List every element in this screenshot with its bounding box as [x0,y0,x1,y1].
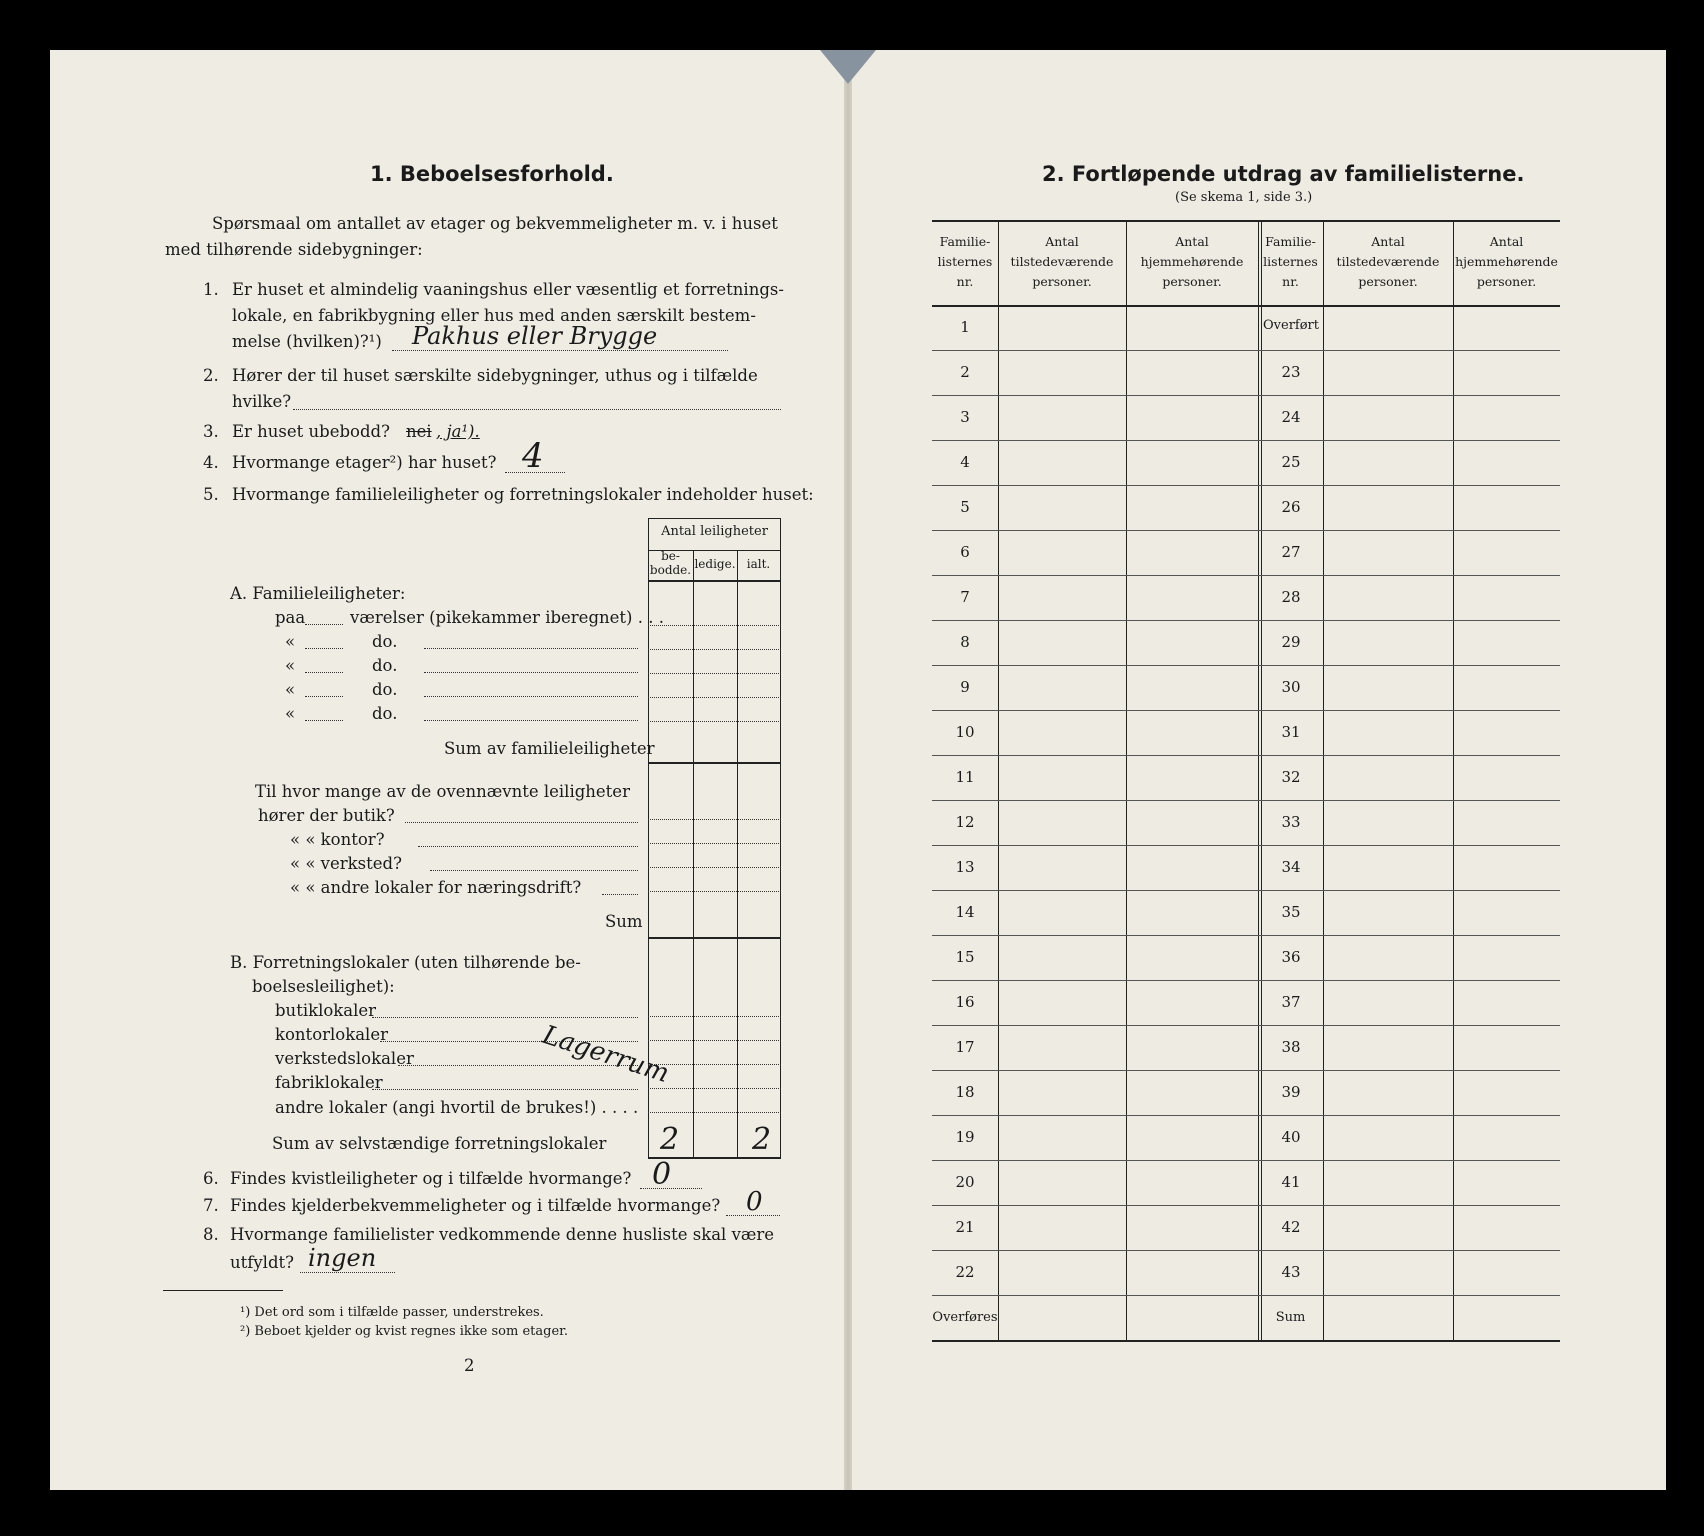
q2-number: 2. [203,366,219,385]
b-andre-leader [602,894,638,895]
q5-table-col-divider-2 [737,550,738,1158]
footer-overfores: Overføres [932,1310,998,1325]
table-col-divider [1126,220,1127,1340]
sum-line [648,937,781,939]
q8-number: 8. [203,1225,219,1244]
q5-table-header-bottom [648,580,781,582]
a-row2-ditto: « [285,632,296,651]
table-row-line [932,980,1560,981]
right-row-number: 33 [1281,813,1301,831]
col-ialt: ialt. [746,557,771,571]
table-bottom-border [932,1340,1560,1342]
left-row-number: 18 [955,1083,975,1101]
table-row-line [932,800,1560,801]
page-number: 2 [464,1356,475,1375]
table-row-line [932,395,1560,396]
table-header-col4-line: nr. [1282,274,1299,289]
b-verksted-leader [430,870,638,871]
left-row-number: 20 [955,1173,975,1191]
table-row-line [932,665,1560,666]
a-row1-blank [305,624,343,625]
table-row-line [932,1205,1560,1206]
fb-andre-lokaler: andre lokaler (angi hvortil de brukes!) . . . . [275,1098,639,1117]
table-row-line [932,485,1560,486]
right-row-number: 41 [1281,1173,1301,1191]
q7-number: 7. [203,1196,219,1215]
q1-line-2: lokale, en fabrikbygning eller hus med anden særskilt bestem- [232,306,756,325]
table-header-col3-line: personer. [1162,274,1222,289]
a-row5-leader [424,720,638,721]
q4-answer: 4 [522,436,544,476]
table-header-col6-line: Antal [1489,234,1524,249]
left-row-number: 11 [955,768,975,786]
a-sum-label: Sum av familieleiligheter [444,739,655,758]
left-row-number: 2 [960,363,970,381]
fb-sum-label: Sum av selvstændige forretningslokaler [272,1134,607,1153]
a-row2-do: do. [372,632,398,651]
col-bebodde-2: bodde. [649,563,692,577]
table-row-line [932,1250,1560,1251]
left-row-number: 21 [955,1218,975,1236]
table-col-divider [1258,220,1259,1340]
table-header-col4-line: Familie- [1265,234,1316,249]
table-header-col3-line: Antal [1175,234,1209,249]
left-row-number: 12 [955,813,975,831]
right-row-number: 36 [1281,948,1301,966]
table-row-line [932,755,1560,756]
b-question-verksted: « « verksted? [290,854,402,873]
fb-verkstedslokaler: verkstedslokaler [275,1049,414,1068]
q8-line-1: Hvormange familielister vedkommende denne husliste skal være [230,1225,775,1244]
a-row2-leader [424,648,638,649]
q1-number: 1. [203,280,219,299]
left-row-number: 15 [955,948,975,966]
right-row-number: 35 [1281,903,1301,921]
b-question-kontor: « « kontor? [290,830,385,849]
table-header-col1-line: nr. [956,274,974,289]
left-row-number: 6 [960,543,970,561]
table-row-line [932,530,1560,531]
right-row-number: 39 [1281,1083,1301,1101]
q5-row-line [648,1040,781,1041]
a-row3-leader [424,672,638,673]
q5-row-line [648,1088,781,1089]
q2-answer-line [293,409,781,410]
q6-number: 6. [203,1169,219,1188]
table-header-col2-line: personer. [1032,274,1092,289]
right-row-number: 24 [1281,408,1301,426]
q1-line-3: melse (hvilken)?¹) [232,332,382,351]
table-row-line [932,890,1560,891]
sum-familie-line [648,762,781,764]
table-row-line [932,710,1560,711]
footnote-2: ²) Beboet kjelder og kvist regnes ikke som etager. [240,1324,569,1339]
fb-fabrik-leader [372,1089,638,1090]
table-header-col6-line: hjemmehørende [1455,254,1558,269]
fb-handwritten-lagerrum: Lagerrum [538,1020,673,1090]
footer-sum: Sum [1275,1310,1306,1325]
intro-line-1: Spørsmaal om antallet av etager og bekvemmeligheter m. v. i huset [212,214,778,233]
left-row-number: 4 [960,453,970,471]
right-row-number: 43 [1281,1263,1301,1281]
intro-line-2: med tilhørende sidebygninger: [165,240,423,259]
book-spine [844,50,852,1490]
a-row5-do: do. [372,704,398,723]
section-title-familielister: 2. Fortløpende utdrag av familielisterne. [1042,162,1525,186]
fb-butik-leader [372,1017,638,1018]
footnote-1: ¹) Det ord som i tilfælde passer, understrekes. [240,1305,544,1320]
table-row-line [932,350,1560,351]
section-subtitle: (Se skema 1, side 3.) [1175,190,1313,205]
table-header-col5-line: personer. [1358,274,1418,289]
right-row-number: 42 [1281,1218,1301,1236]
right-row-number: 23 [1281,363,1301,381]
q7-text: Findes kjelderbekvemmeligheter og i tilfælde hvormange? [230,1196,721,1215]
table-col-divider [998,220,999,1340]
table-header-col5-line: tilstedeværende [1336,254,1440,269]
a-row2-blank [305,648,343,649]
right-row-number: 27 [1281,543,1301,561]
q5-number: 5. [203,485,219,504]
table-row-line [932,845,1560,846]
table-row-line [932,1025,1560,1026]
left-row-number: 3 [960,408,970,426]
q4-number: 4. [203,453,219,472]
a-row4-leader [424,696,638,697]
q5-table-title: Antal leiligheter [661,524,768,539]
binding-clip [820,50,876,84]
a-row3-blank [305,672,343,673]
table-col-divider [1453,220,1454,1340]
table-header-col2-line: tilstedeværende [1010,254,1114,269]
q5-row-line [648,1112,781,1113]
q5-row-line [648,819,781,820]
fb-sum-bebodde: 2 [660,1122,680,1157]
right-row-number: 37 [1281,993,1301,1011]
left-row-number: 13 [955,858,975,876]
q5-row-line [648,721,781,722]
a-row3-ditto: « [285,656,296,675]
right-row-number: 30 [1281,678,1301,696]
q1-line-1: Er huset et almindelig vaaningshus eller væsentlig et forretnings- [232,280,784,299]
q3-option-ja: , ja¹). [436,422,480,441]
table-row-line [932,1295,1560,1296]
a-row4-ditto: « [285,680,296,699]
fb-butiklokaler: butiklokaler [275,1001,377,1020]
q8-answer-line [300,1272,395,1273]
table-header-col2-line: Antal [1045,234,1079,249]
table-row-line [932,575,1560,576]
left-row-number: 7 [960,588,970,606]
right-row-number: 28 [1281,588,1301,606]
left-row-number: 9 [960,678,970,696]
q5-row-line [648,867,781,868]
table-row-line [932,440,1560,441]
a-row5-blank [305,720,343,721]
left-row-number: 19 [955,1128,975,1146]
q1-answer-line [392,350,728,351]
table-header-col5-line: Antal [1371,234,1405,249]
right-row-number: 38 [1281,1038,1301,1056]
right-row-number: 32 [1281,768,1301,786]
a-title: A. Familieleiligheter: [230,584,406,603]
a-row1-text: værelser (pikekammer iberegnet) . . . [350,608,664,627]
table-top-border [932,220,1560,222]
table-header-col3-line: hjemmehørende [1140,254,1244,269]
a-row4-do: do. [372,680,398,699]
q5-row-line [648,1016,781,1017]
q5-table-right-border [780,518,781,1158]
left-row-number: 10 [955,723,975,741]
q5-row-line [648,649,781,650]
q6-text: Findes kvistleiligheter og i tilfælde hvormange? [230,1169,632,1188]
left-row-number: 14 [955,903,975,921]
q5-row-line [648,697,781,698]
fb-fabriklokaler: fabriklokaler [275,1073,383,1092]
q5-row-line [648,625,781,626]
left-row-number: 16 [955,993,975,1011]
table-row-line [932,935,1560,936]
q3-text: Er huset ubebodd? [232,422,390,441]
q5-table-col-divider-1 [693,550,694,1158]
fb-title-2: boelsesleilighet): [252,977,395,996]
q3-option-nei: nei [406,422,432,441]
b-question-butik: hører der butik? [258,806,395,825]
col-bebodde-1: be- [661,549,680,563]
table-row-line [932,1115,1560,1116]
q8-answer: ingen [308,1244,377,1272]
q6-answer: 0 [652,1157,672,1192]
fb-kontorlokaler: kontorlokaler [275,1025,388,1044]
right-row-number: 31 [1281,723,1301,741]
q7-answer: 0 [746,1187,763,1217]
q8-line-2: utfyldt? [230,1253,295,1272]
q3-number: 3. [203,422,219,441]
b-kontor-leader [418,846,638,847]
footnote-rule [163,1290,283,1291]
left-row-number: 22 [955,1263,975,1281]
table-header-col4-line: listernes [1263,254,1318,269]
left-row-number: 8 [960,633,970,651]
q5-row-line [648,891,781,892]
table-row-line [932,1070,1560,1071]
b-butik-leader [405,822,638,823]
b-question-andre: « « andre lokaler for næringsdrift? [290,878,582,897]
table-header-border [932,305,1560,307]
q1-answer: Pakhus eller Brygge [412,322,658,350]
table-header-col1-line: Familie- [939,234,991,249]
table-header-col1-line: listernes [937,254,993,269]
section-title-beboelsesforhold: 1. Beboelsesforhold. [370,162,614,186]
fb-title-1: B. Forretningslokaler (uten tilhørende be- [230,953,581,972]
right-row-number: 29 [1281,633,1301,651]
left-row-number: 5 [960,498,970,516]
right-row-number: 34 [1281,858,1301,876]
table-row-line [932,1160,1560,1161]
col-ledige: ledige. [694,557,736,571]
fb-sum-ialt: 2 [752,1122,772,1157]
q2-line-2: hvilke? [232,392,292,411]
left-row-number: 1 [960,318,970,336]
left-page [50,50,848,1490]
right-row-number: 25 [1281,453,1301,471]
right-row-number: 26 [1281,498,1301,516]
q5-row-line [648,673,781,674]
a-row4-blank [305,696,343,697]
q4-text: Hvormange etager²) har huset? [232,453,497,472]
table-col-divider [1323,220,1324,1340]
a-row5-ditto: « [285,704,296,723]
a-row1-paa: paa [275,608,306,627]
q5-table-top [648,518,781,519]
table-header-col6-line: personer. [1476,274,1537,289]
left-row-number: 17 [955,1038,975,1056]
q5-row-line [648,843,781,844]
q2-line-1: Hører der til huset særskilte sidebygninger, uthus og i tilfælde [232,366,758,385]
table-row-line [932,620,1560,621]
q5-text: Hvormange familieleiligheter og forretningslokaler indeholder huset: [232,485,814,504]
b-question-line-1: Til hvor mange av de ovennævnte leiligheter [255,782,630,801]
b-sum-label: Sum [605,912,643,931]
a-row3-do: do. [372,656,398,675]
right-row-number: Overført [1263,318,1319,333]
right-row-number: 40 [1281,1128,1301,1146]
